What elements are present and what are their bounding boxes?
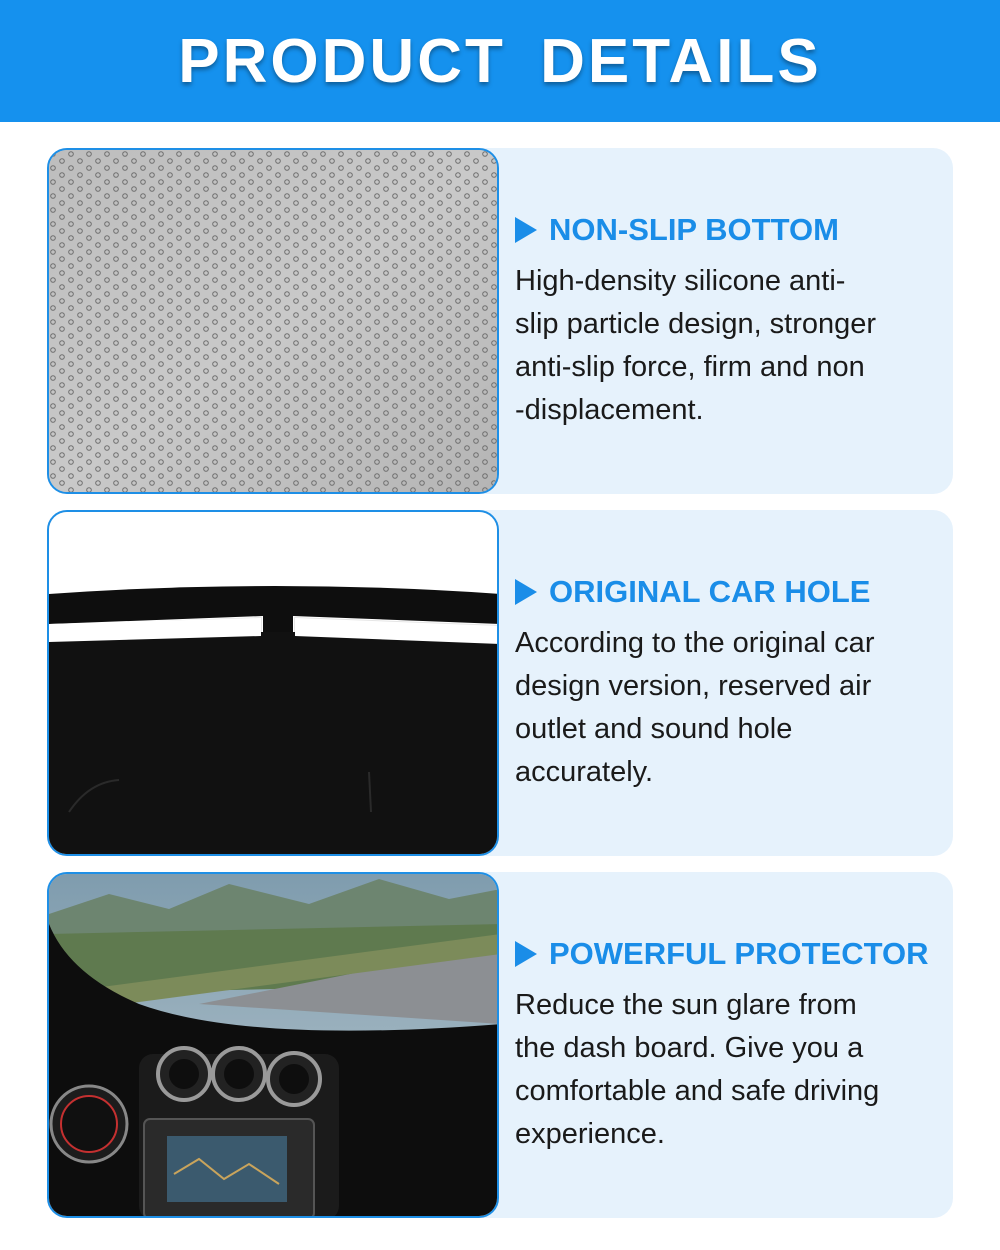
feature-title-protector bbox=[515, 934, 945, 974]
original-car-hole-photo bbox=[47, 510, 499, 856]
play-triangle-icon bbox=[515, 579, 537, 605]
feature-text-non-slip bbox=[515, 210, 945, 432]
feature-title-original-hole bbox=[515, 572, 945, 612]
feature-title-label: POWERFUL PROTECTOR bbox=[549, 936, 929, 971]
non-slip-bottom-photo bbox=[47, 148, 499, 494]
feature-text-protector bbox=[515, 934, 945, 1156]
feature-description-non-slip: High-density silicone anti- slip particle design, stronger anti-slip force, firm and non -displacement. bbox=[515, 265, 877, 426]
feature-text-original-hole bbox=[515, 572, 945, 794]
feature-title-label: ORIGINAL CAR HOLE bbox=[549, 574, 871, 609]
feature-card-non-slip bbox=[47, 148, 953, 494]
feature-description-protector: Reduce the sun glare from the dash board. Give you a comfortable and safe driving experience. bbox=[515, 989, 880, 1150]
dashboard-protector-photo bbox=[47, 872, 499, 1218]
feature-description-original-hole: According to the original car design version, reserved air outlet and sound hole accurately. bbox=[515, 627, 875, 788]
header-banner bbox=[0, 0, 1000, 122]
feature-title-label: NON-SLIP BOTTOM bbox=[549, 212, 839, 247]
feature-title-non-slip bbox=[515, 210, 945, 250]
feature-card-original-hole bbox=[47, 510, 953, 856]
play-triangle-icon bbox=[515, 217, 537, 243]
play-triangle-icon bbox=[515, 941, 537, 967]
feature-card-protector bbox=[47, 872, 953, 1218]
page-title: PRODUCT DETAILS bbox=[178, 26, 822, 96]
